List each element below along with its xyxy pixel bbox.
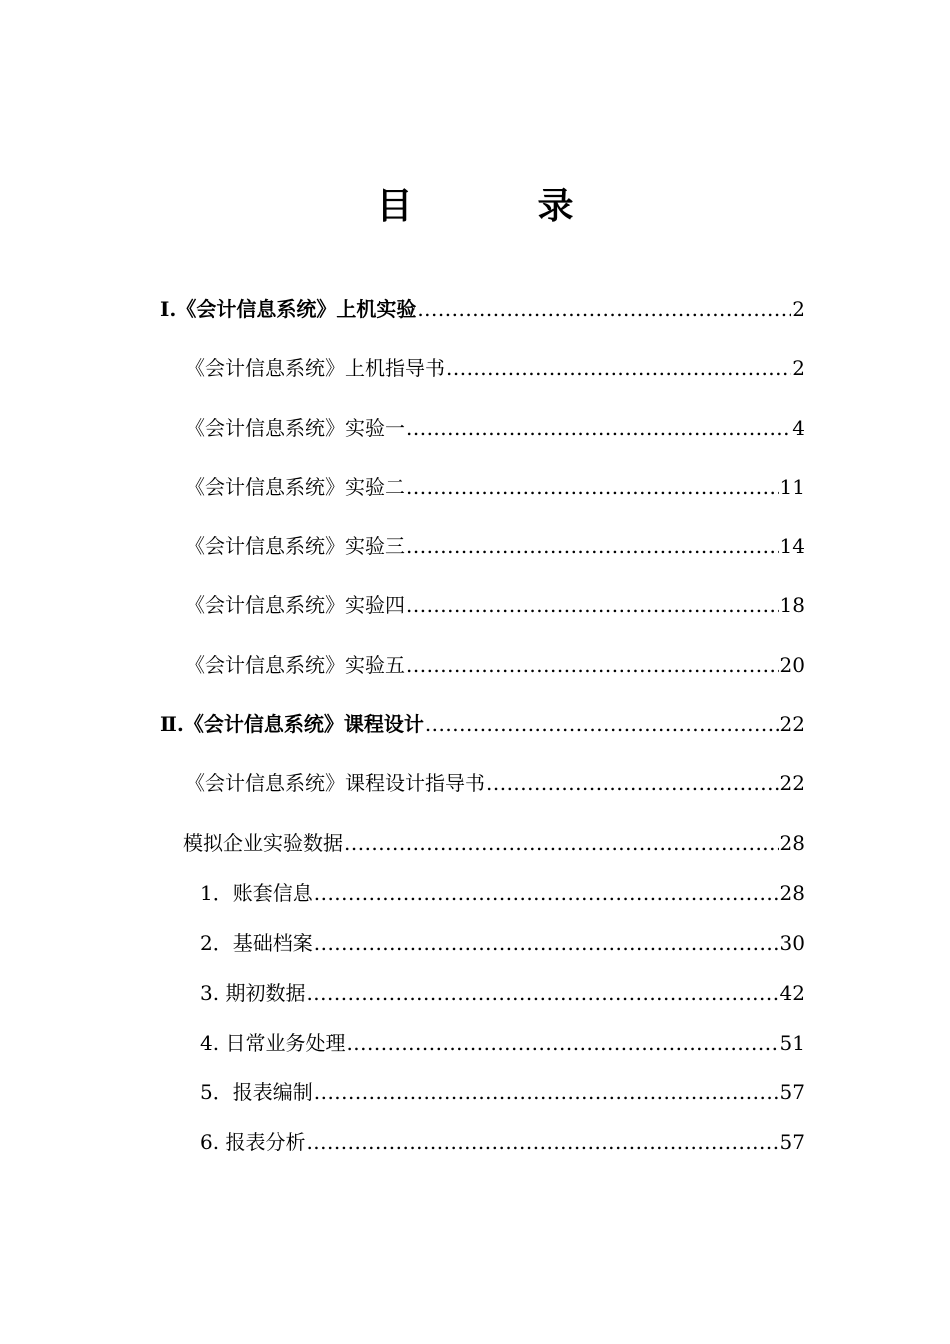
toc-entry-page: 4 bbox=[792, 416, 805, 440]
dot-leader bbox=[446, 355, 791, 381]
dot-leader bbox=[346, 1030, 778, 1056]
dot-leader bbox=[406, 592, 779, 618]
toc-entry-label: 《会计信息系统》实验四 bbox=[185, 593, 405, 617]
toc-entry-label: 4. 日常业务处理 bbox=[200, 1031, 346, 1055]
toc-entry-sim-data[interactable] bbox=[183, 830, 805, 856]
dot-leader bbox=[314, 880, 779, 906]
toc-entry-sub-3[interactable] bbox=[200, 980, 805, 1006]
toc-entry-label: 《会计信息系统》实验一 bbox=[185, 416, 405, 440]
toc-entry-sub-2[interactable] bbox=[200, 930, 805, 956]
toc-entry-part-2[interactable] bbox=[160, 711, 805, 737]
toc-entry-experiment-1[interactable] bbox=[185, 415, 805, 441]
toc-entry-page: 30 bbox=[779, 931, 805, 955]
dot-leader bbox=[417, 296, 791, 322]
toc-entry-page: 2 bbox=[792, 356, 805, 380]
toc-entry-page: 57 bbox=[779, 1080, 805, 1104]
toc-title-char-1: 目 bbox=[376, 185, 413, 227]
toc-title-char-2: 录 bbox=[537, 185, 574, 227]
toc-entry-experiment-3[interactable] bbox=[185, 533, 805, 559]
toc-entry-sub-6[interactable] bbox=[200, 1129, 805, 1155]
dot-leader bbox=[406, 533, 779, 559]
toc-entry-experiment-2[interactable] bbox=[185, 474, 805, 500]
toc-entry-label: 模拟企业实验数据 bbox=[183, 831, 343, 855]
toc-entry-sub-5[interactable] bbox=[200, 1079, 805, 1105]
toc-entry-page: 20 bbox=[779, 653, 805, 677]
dot-leader bbox=[425, 711, 779, 737]
toc-entry-label: 《会计信息系统》实验五 bbox=[185, 653, 405, 677]
toc-entry-label: 6. 报表分析 bbox=[200, 1130, 306, 1154]
toc-entry-page: 22 bbox=[779, 771, 805, 795]
toc-entry-experiment-4[interactable] bbox=[185, 592, 805, 618]
toc-entry-course-guide[interactable] bbox=[185, 770, 805, 796]
toc-entry-label: 3. 期初数据 bbox=[200, 981, 306, 1005]
toc-entry-page: 14 bbox=[779, 534, 805, 558]
toc-entry-label: 《会计信息系统》课程设计指导书 bbox=[185, 771, 485, 795]
toc-entry-page: 42 bbox=[779, 981, 805, 1005]
dot-leader bbox=[344, 830, 779, 856]
toc-entry-label: I.《会计信息系统》上机实验 bbox=[160, 297, 417, 321]
toc-entry-label: 《会计信息系统》实验三 bbox=[185, 534, 405, 558]
toc-entry-page: 2 bbox=[792, 297, 805, 321]
dot-leader bbox=[314, 1079, 779, 1105]
toc-entry-label: Ⅱ.《会计信息系统》课程设计 bbox=[160, 712, 424, 736]
dot-leader bbox=[314, 930, 779, 956]
toc-entry-page: 28 bbox=[779, 831, 805, 855]
dot-leader bbox=[306, 980, 778, 1006]
dot-leader bbox=[306, 1129, 778, 1155]
toc-entry-page: 18 bbox=[779, 593, 805, 617]
dot-leader bbox=[406, 415, 791, 441]
dot-leader bbox=[486, 770, 779, 796]
toc-entry-page: 11 bbox=[779, 475, 805, 499]
toc-entry-page: 28 bbox=[779, 881, 805, 905]
toc-entry-page: 57 bbox=[779, 1130, 805, 1154]
toc-entry-label: 1．账套信息 bbox=[200, 881, 313, 905]
toc-entry-sub-1[interactable] bbox=[200, 880, 805, 906]
toc-title bbox=[0, 178, 950, 229]
toc-entry-experiment-5[interactable] bbox=[185, 652, 805, 678]
toc-entry-page: 51 bbox=[779, 1031, 805, 1055]
toc-entry-label: 《会计信息系统》实验二 bbox=[185, 475, 405, 499]
toc-entry-label: 2．基础档案 bbox=[200, 931, 313, 955]
toc-entry-label: 《会计信息系统》上机指导书 bbox=[185, 356, 445, 380]
toc-entry-label: 5．报表编制 bbox=[200, 1080, 313, 1104]
dot-leader bbox=[406, 474, 779, 500]
toc-entry-sub-4[interactable] bbox=[200, 1030, 805, 1056]
toc-entry-page: 22 bbox=[779, 712, 805, 736]
dot-leader bbox=[406, 652, 779, 678]
toc-entry-guide[interactable] bbox=[185, 355, 805, 381]
toc-entry-part-1[interactable] bbox=[160, 296, 805, 322]
